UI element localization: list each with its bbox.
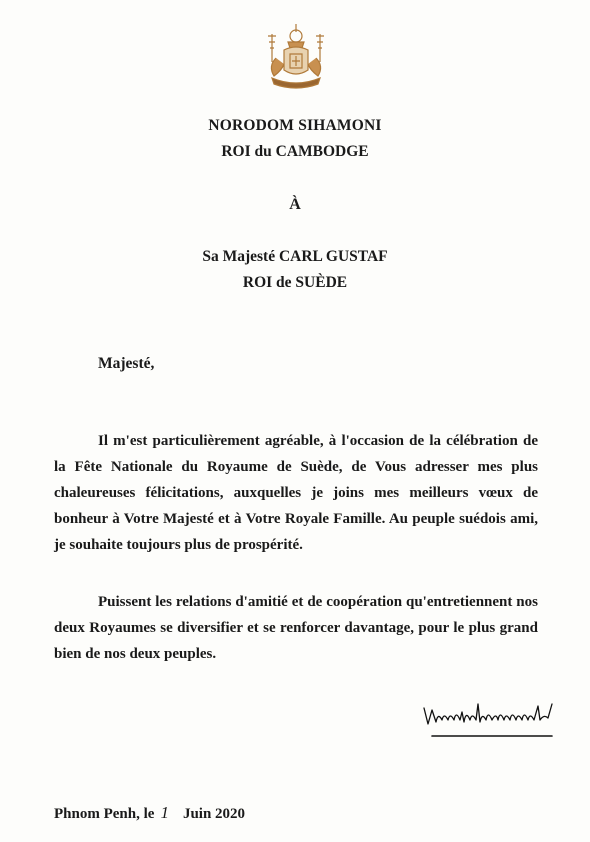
recipient-name: Sa Majesté CARL GUSTAF: [202, 248, 388, 265]
royal-coat-of-arms-icon: [258, 22, 334, 90]
sender-name: NORODOM SIHAMONI: [208, 117, 382, 134]
salutation: Majesté,: [98, 355, 155, 372]
handwritten-signature-icon: [420, 698, 560, 742]
body-paragraph-text: Puissent les relations d'amitié et de coopération qu'entretiennent nos deux Royaumes se diversifier et se renforcer davantage, pour le plus grand bien de nos deux peuples.: [54, 594, 538, 662]
body-paragraph-text: Il m'est particulièrement agréable, à l'occasion de la célébration de la Fête Nationale du Royaume de Suède, de Vous adresser mes plus chaleureuses félicitations, auxquelles je joins mes meilleurs vœux de bonheur à Votre Majesté et à Votre Royale Famille. Au peuple suédois ami, je souhaite toujours plus de prospérité.: [54, 433, 538, 553]
date-month-year: Juin 2020: [182, 806, 246, 822]
recipient-title: ROI de SUÈDE: [242, 274, 348, 291]
addressee-marker: À: [289, 196, 301, 213]
place-and-date: [54, 803, 245, 823]
date-day: 1: [160, 803, 169, 822]
place-prefix: Phnom Penh, le: [54, 806, 155, 822]
body-paragraph: [54, 428, 538, 558]
body-paragraph: [54, 589, 538, 667]
sender-title: ROI du CAMBODGE: [221, 143, 369, 160]
